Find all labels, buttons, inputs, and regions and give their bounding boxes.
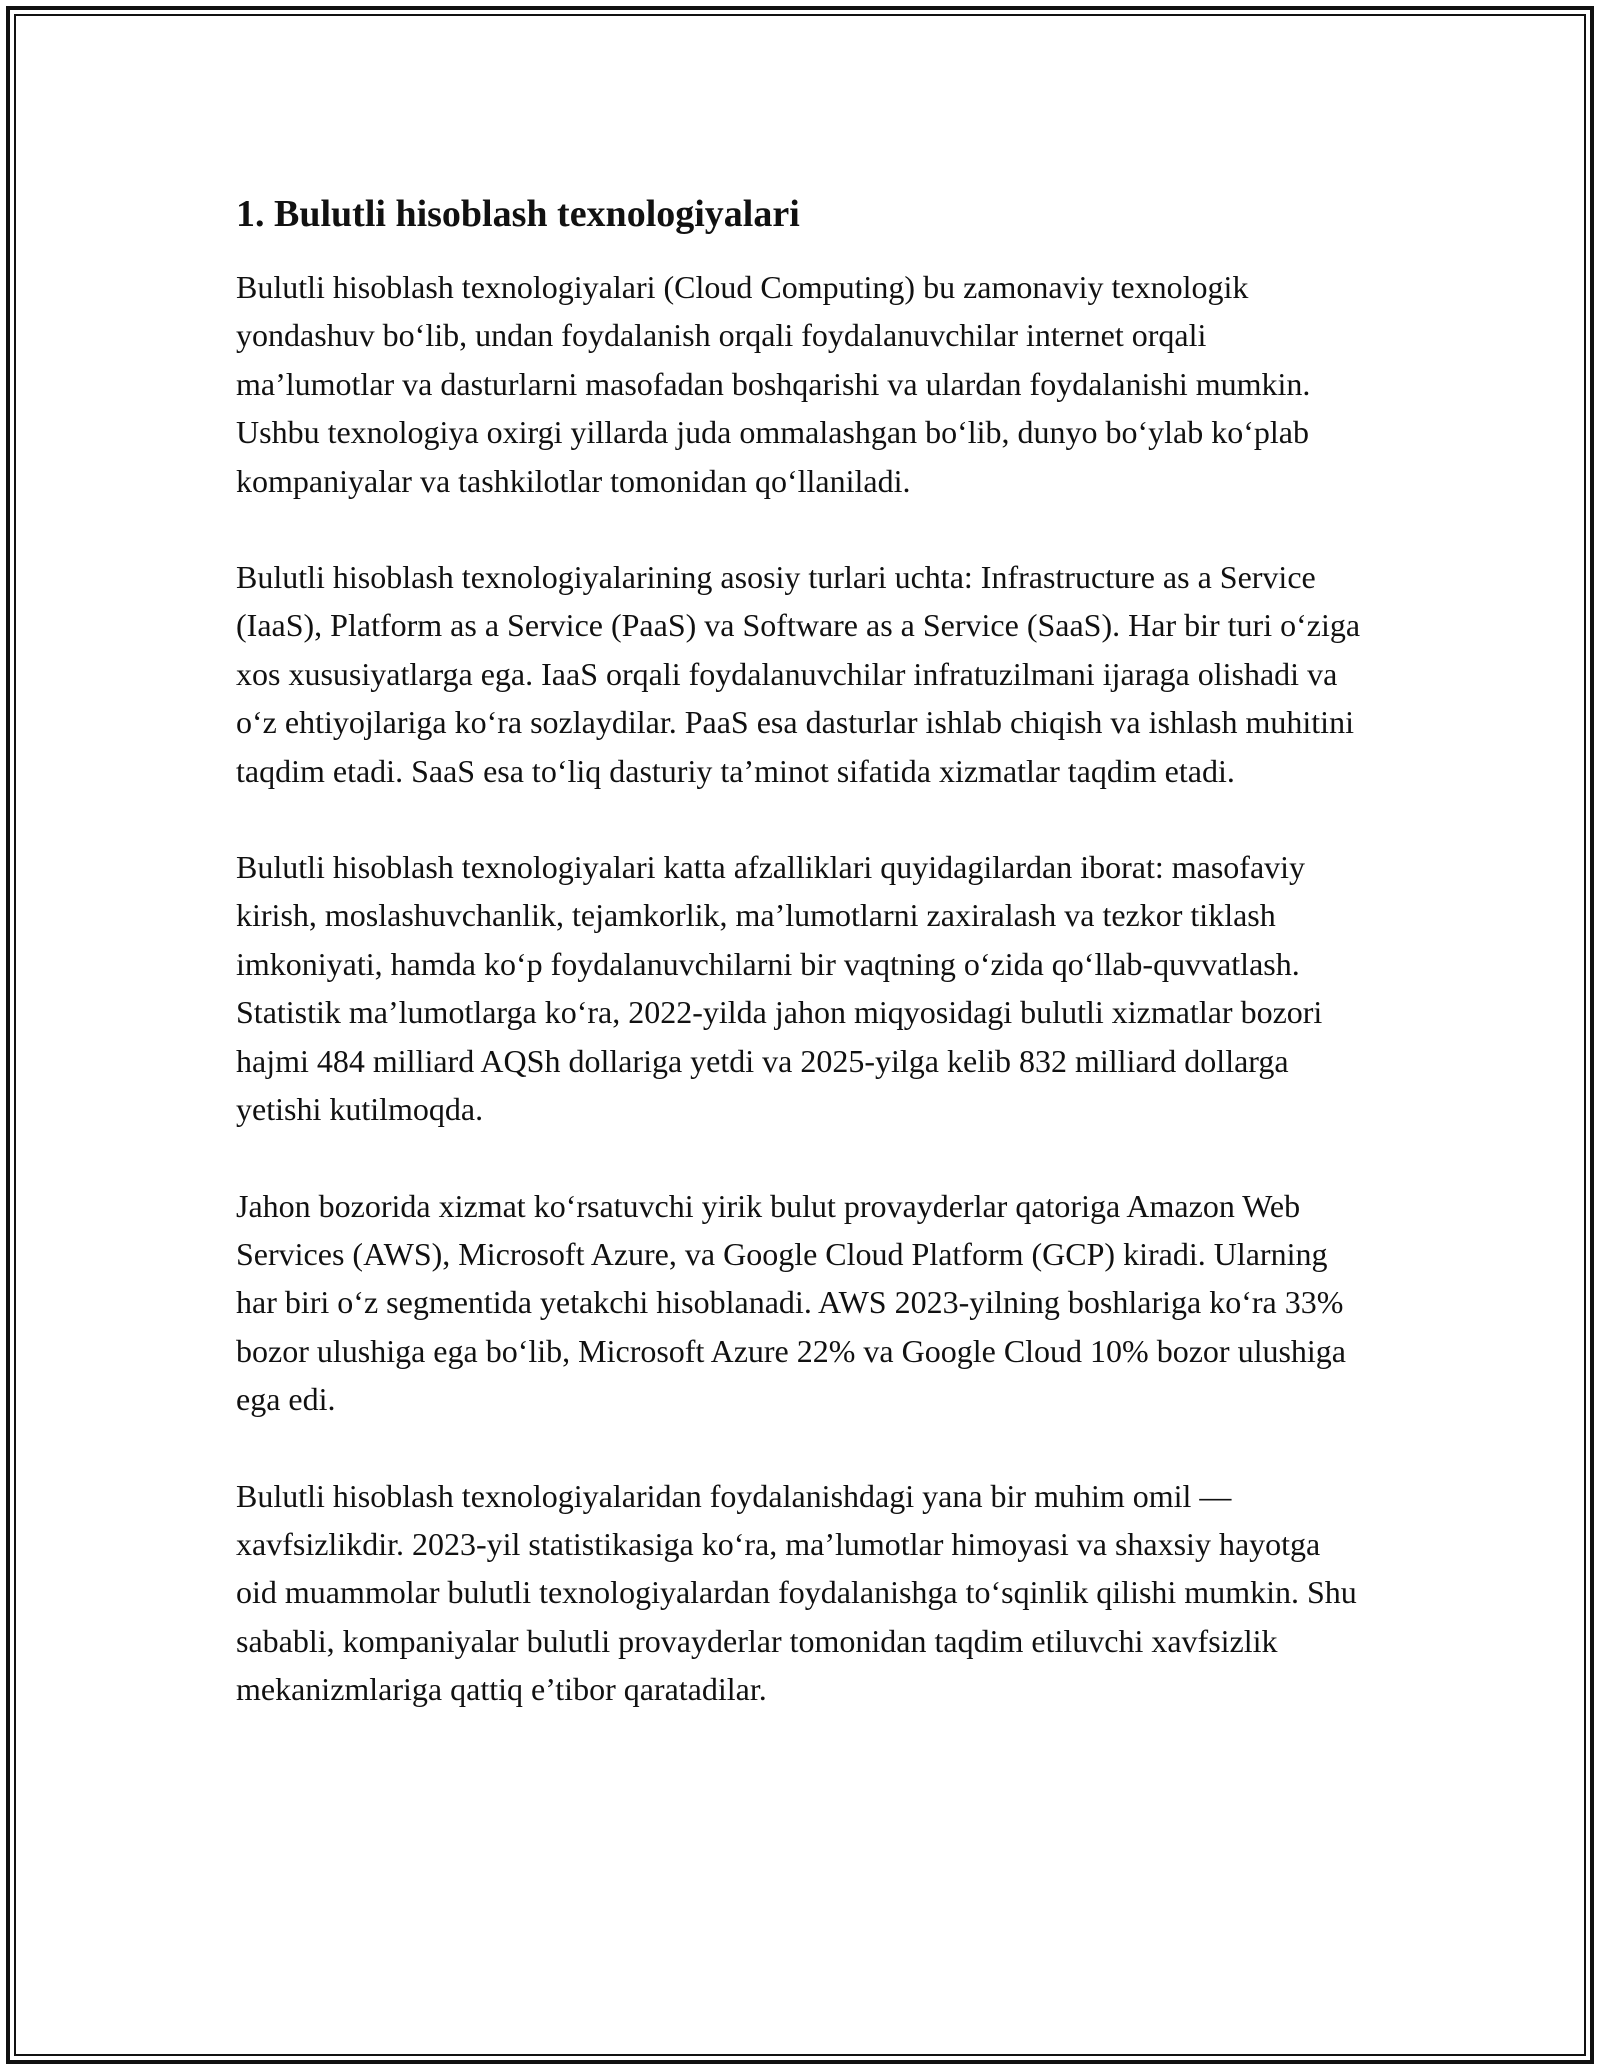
paragraph-cloud-security: Bulutli hisoblash texnologiyalaridan foydalanishdagi yana bir muhim omil — xavfsizlikdir. 2023-yil statistikasiga ko‘ra, ma’lumotlar himoyasi va shaxsiy hayotga oid muammolar bulutli texnologiyalardan foydalanishga to‘sqinlik qilishi mumkin. Shu sababli, kompaniyalar bulutli provayderlar tomonidan taqdim etiluvchi xavfsizlik mekanizmlariga qattiq e’tibor qaratadilar. [236,1477,1357,1708]
document-body [236,185,1361,1714]
paragraph-cloud-advantages: Bulutli hisoblash texnologiyalari katta afzalliklari quyidagilardan iborat: masofaviy kirish, moslashuvchanlik, tejamkorlik, ma’lumotlarni zaxiralash va tezkor tiklash imkoniyati, hamda ko‘p foydalanuvchilarni bir vaqtning o‘zida qo‘llab-quvvatlash. Statistik ma’lumotlarga ko‘ra, 2022-yilda jahon miqyosidagi bulutli xizmatlar bozori hajmi 484 milliard AQSh dollariga yetdi va 2025-yilga kelib 832 milliard dollarga yetishi kutilmoqda. [236,849,1323,1128]
section-title: 1. Bulutli hisoblash texnologiyalari [236,193,800,235]
paragraph-cloud-computing-intro: Bulutli hisoblash texnologiyalari (Cloud Computing) bu zamonaviy texnologik yondashuv bo‘lib, undan foydalanish orqali foydalanuvchilar internet orqali ma’lumotlar va dasturlarni masofadan boshqarishi va ulardan foydalanishi mumkin. Ushbu texnologiya oxirgi yillarda juda ommalashgan bo‘lib, dunyo bo‘ylab ko‘plab kompaniyalar va tashkilotlar tomonidan qo‘llaniladi. [236,269,1311,499]
paragraph-cloud-providers: Jahon bozorida xizmat ko‘rsatuvchi yirik bulut provayderlar qatoriga Amazon Web Services (AWS), Microsoft Azure, va Google Cloud Platform (GCP) kiradi. Ularning har biri o‘z segmentida yetakchi hisoblanadi. AWS 2023-yilning boshlariga ko‘ra 33% bozor ulushiga ega bo‘lib, Microsoft Azure 22% va Google Cloud 10% bozor ulushiga ega edi. [236,1187,1346,1418]
paragraph-cloud-service-types: Bulutli hisoblash texnologiyalarining asosiy turlari uchta: Infrastructure as a Service (IaaS), Platform as a Service (PaaS) va Software as a Service (SaaS). Har bir turi o‘ziga xos xususiyatlarga ega. IaaS orqali foydalanuvchilar infratuzilmani ijaraga olishadi va o‘z ehtiyojlariga ko‘ra sozlaydilar. PaaS esa dasturlar ishlab chiqish va ishlash muhitini taqdim etadi. SaaS esa to‘liq dasturiy ta’minot sifatida xizmatlar taqdim etadi. [236,559,1361,789]
